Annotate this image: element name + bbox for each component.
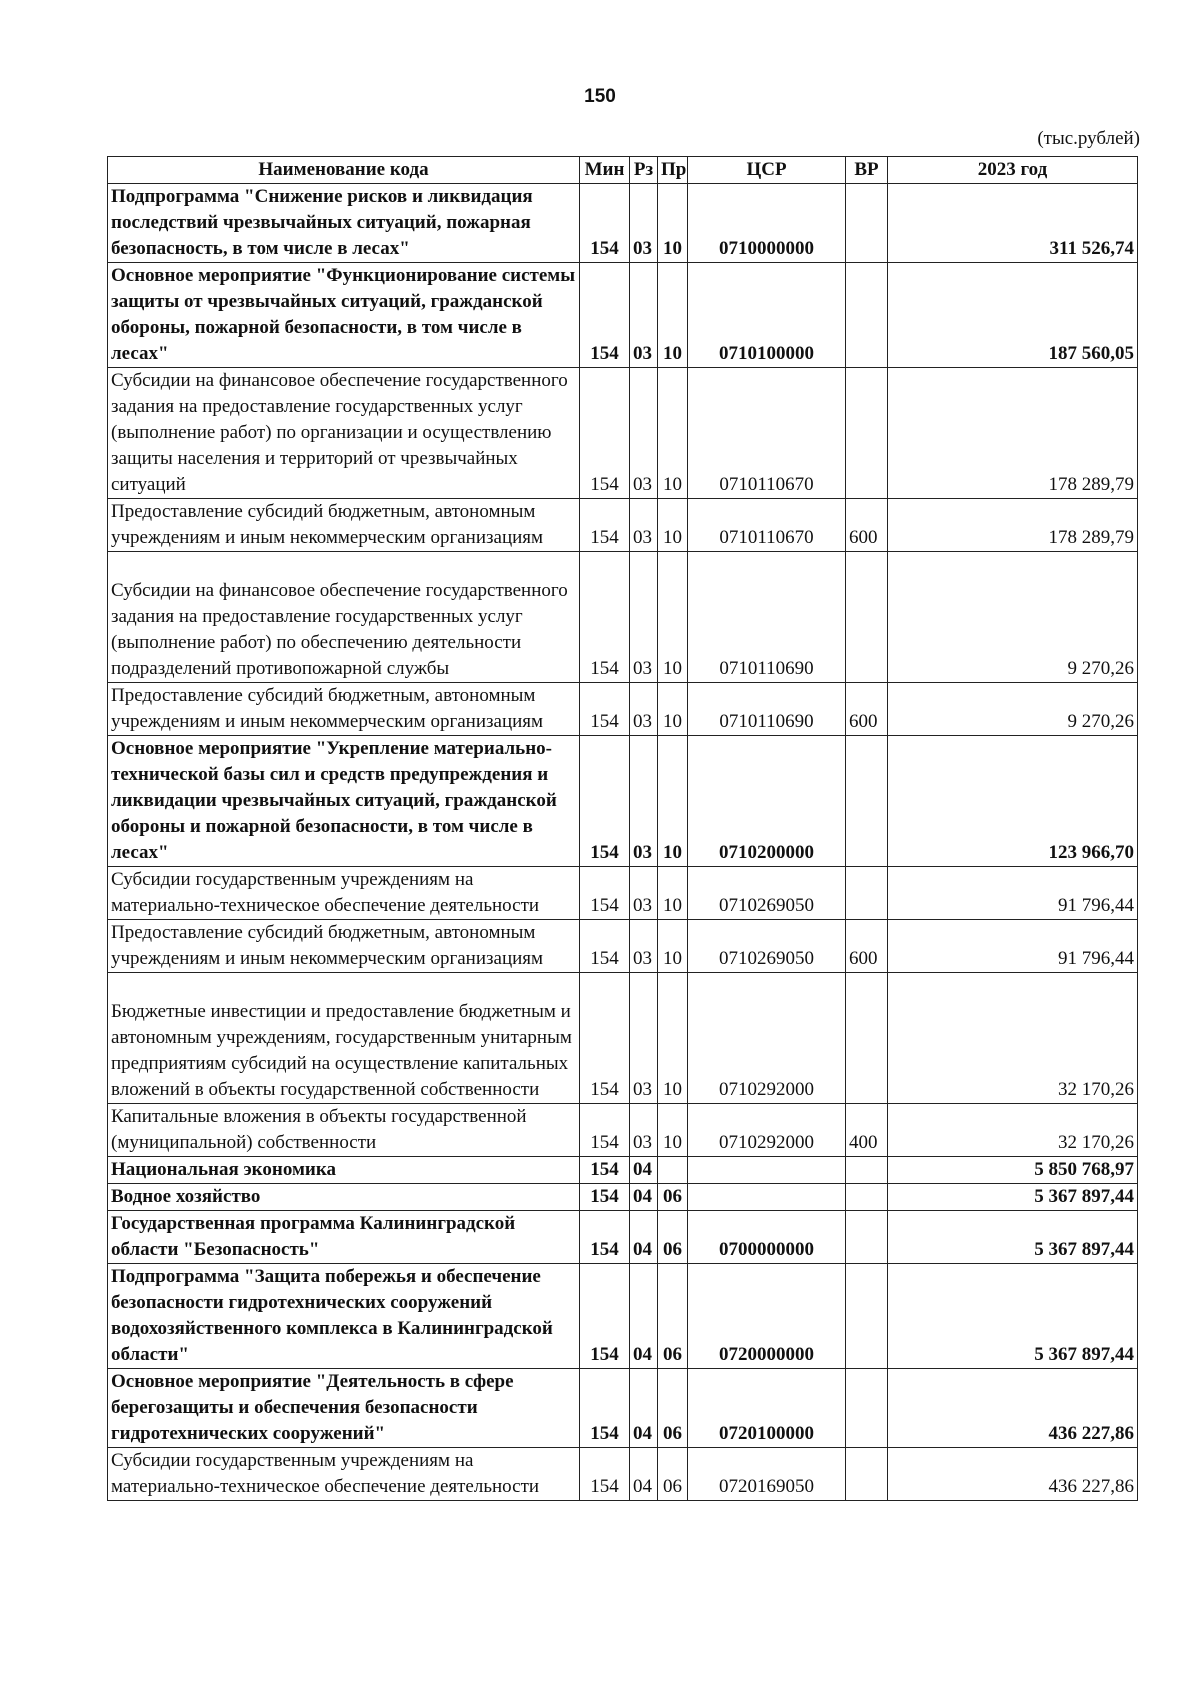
cell-vr — [846, 1184, 888, 1211]
cell-amount: 436 227,86 — [888, 1448, 1138, 1501]
header-csr: ЦСР — [688, 157, 846, 184]
table-row — [108, 263, 1138, 368]
cell-csr: 0710110670 — [688, 499, 846, 552]
cell-amount: 91 796,44 — [888, 867, 1138, 920]
budget-table — [107, 156, 1138, 1501]
table-row — [108, 736, 1138, 867]
cell-csr: 0700000000 — [688, 1211, 846, 1264]
cell-csr: 0710110670 — [688, 368, 846, 499]
cell-min: 154 — [580, 1264, 630, 1369]
cell-min: 154 — [580, 683, 630, 736]
table-body — [108, 184, 1138, 1501]
cell-csr: 0720169050 — [688, 1448, 846, 1501]
cell-vr — [846, 736, 888, 867]
cell-csr — [688, 1184, 846, 1211]
cell-amount: 187 560,05 — [888, 263, 1138, 368]
cell-rz: 04 — [630, 1157, 658, 1184]
header-rz: Рз — [630, 157, 658, 184]
cell-csr: 0720000000 — [688, 1264, 846, 1369]
cell-amount: 91 796,44 — [888, 920, 1138, 973]
table-row — [108, 1264, 1138, 1369]
cell-amount: 9 270,26 — [888, 683, 1138, 736]
cell-name: Подпрограмма "Защита побережья и обеспечение безопасности гидротехнических сооружений водохозяйственного комплекса в Калининградской области" — [108, 1264, 580, 1369]
cell-min: 154 — [580, 1369, 630, 1448]
table-row — [108, 184, 1138, 263]
cell-min: 154 — [580, 920, 630, 973]
cell-rz: 03 — [630, 867, 658, 920]
cell-rz: 04 — [630, 1369, 658, 1448]
cell-rz: 03 — [630, 499, 658, 552]
cell-pr: 10 — [658, 736, 688, 867]
header-year: 2023 год — [888, 157, 1138, 184]
cell-vr — [846, 1157, 888, 1184]
cell-amount: 123 966,70 — [888, 736, 1138, 867]
cell-csr: 0720100000 — [688, 1369, 846, 1448]
cell-rz: 03 — [630, 263, 658, 368]
header-name: Наименование кода — [108, 157, 580, 184]
cell-vr — [846, 1369, 888, 1448]
table-row — [108, 1448, 1138, 1501]
cell-min: 154 — [580, 552, 630, 683]
cell-amount: 9 270,26 — [888, 552, 1138, 683]
cell-name: Основное мероприятие "Деятельность в сфере берегозащиты и обеспечения безопасности гидротехнических сооружений" — [108, 1369, 580, 1448]
cell-name: Предоставление субсидий бюджетным, автономным учреждениям и иным некоммерческим организациям — [108, 683, 580, 736]
cell-csr: 0710000000 — [688, 184, 846, 263]
header-vr: ВР — [846, 157, 888, 184]
cell-pr: 10 — [658, 552, 688, 683]
cell-min: 154 — [580, 736, 630, 867]
cell-pr: 10 — [658, 368, 688, 499]
cell-pr: 06 — [658, 1211, 688, 1264]
cell-pr — [658, 1157, 688, 1184]
cell-min: 154 — [580, 1157, 630, 1184]
cell-pr: 06 — [658, 1184, 688, 1211]
cell-vr: 600 — [846, 499, 888, 552]
cell-csr — [688, 1157, 846, 1184]
cell-rz: 03 — [630, 1104, 658, 1157]
cell-pr: 10 — [658, 867, 688, 920]
cell-rz: 03 — [630, 552, 658, 683]
cell-amount: 32 170,26 — [888, 1104, 1138, 1157]
header-pr: Пр — [658, 157, 688, 184]
cell-name: Предоставление субсидий бюджетным, автономным учреждениям и иным некоммерческим организациям — [108, 920, 580, 973]
cell-csr: 0710110690 — [688, 683, 846, 736]
cell-rz: 04 — [630, 1448, 658, 1501]
cell-name: Субсидии на финансовое обеспечение государственного задания на предоставление государственных услуг (выполнение работ) по организации и осуществлению защиты населения и территорий от чрезвычайных ситуаций — [108, 368, 580, 499]
table-row — [108, 683, 1138, 736]
cell-rz: 03 — [630, 683, 658, 736]
cell-pr: 10 — [658, 499, 688, 552]
cell-vr — [846, 867, 888, 920]
table-row — [108, 1211, 1138, 1264]
cell-csr: 0710269050 — [688, 867, 846, 920]
cell-name: Бюджетные инвестиции и предоставление бюджетным и автономным учреждениям, государственным унитарным предприятиям субсидий на осуществление капитальных вложений в объекты государственной собственности — [108, 973, 580, 1104]
units-label: (тыс.рублей) — [1037, 128, 1140, 149]
cell-pr: 10 — [658, 263, 688, 368]
table-row — [108, 368, 1138, 499]
cell-min: 154 — [580, 184, 630, 263]
cell-min: 154 — [580, 1104, 630, 1157]
cell-min: 154 — [580, 867, 630, 920]
cell-pr: 10 — [658, 973, 688, 1104]
cell-min: 154 — [580, 973, 630, 1104]
cell-pr: 10 — [658, 184, 688, 263]
cell-name: Субсидии государственным учреждениям на материально-техническое обеспечение деятельности — [108, 1448, 580, 1501]
cell-name: Капитальные вложения в объекты государственной (муниципальной) собственности — [108, 1104, 580, 1157]
cell-amount: 311 526,74 — [888, 184, 1138, 263]
cell-amount: 436 227,86 — [888, 1369, 1138, 1448]
table-row — [108, 920, 1138, 973]
cell-min: 154 — [580, 1211, 630, 1264]
cell-vr — [846, 184, 888, 263]
cell-rz: 03 — [630, 920, 658, 973]
cell-pr: 06 — [658, 1264, 688, 1369]
cell-csr: 0710100000 — [688, 263, 846, 368]
cell-rz: 03 — [630, 184, 658, 263]
cell-pr: 06 — [658, 1448, 688, 1501]
cell-name: Национальная экономика — [108, 1157, 580, 1184]
cell-min: 154 — [580, 368, 630, 499]
cell-csr: 0710110690 — [688, 552, 846, 683]
cell-rz: 03 — [630, 368, 658, 499]
table-row — [108, 499, 1138, 552]
page-number: 150 — [584, 86, 616, 107]
cell-vr — [846, 552, 888, 683]
cell-amount: 32 170,26 — [888, 973, 1138, 1104]
header-min: Мин — [580, 157, 630, 184]
cell-vr — [846, 263, 888, 368]
table-row — [108, 1104, 1138, 1157]
cell-pr: 10 — [658, 683, 688, 736]
cell-min: 154 — [580, 263, 630, 368]
cell-pr: 10 — [658, 920, 688, 973]
cell-vr: 600 — [846, 683, 888, 736]
cell-vr — [846, 1264, 888, 1369]
cell-vr: 400 — [846, 1104, 888, 1157]
cell-name: Подпрограмма "Снижение рисков и ликвидация последствий чрезвычайных ситуаций, пожарная безопасность, в том числе в лесах" — [108, 184, 580, 263]
cell-pr: 10 — [658, 1104, 688, 1157]
cell-min: 154 — [580, 499, 630, 552]
cell-amount: 5 367 897,44 — [888, 1264, 1138, 1369]
table-row — [108, 1157, 1138, 1184]
cell-name: Субсидии государственным учреждениям на материально-техническое обеспечение деятельности — [108, 867, 580, 920]
table-header — [108, 157, 1138, 184]
table-row — [108, 552, 1138, 683]
cell-rz: 03 — [630, 973, 658, 1104]
cell-name: Основное мероприятие "Функционирование системы защиты от чрезвычайных ситуаций, гражданской обороны, пожарной безопасности, в том числе в лесах" — [108, 263, 580, 368]
cell-rz: 04 — [630, 1184, 658, 1211]
cell-csr: 0710269050 — [688, 920, 846, 973]
table-row — [108, 867, 1138, 920]
table-row — [108, 973, 1138, 1104]
table-row — [108, 1369, 1138, 1448]
cell-vr — [846, 973, 888, 1104]
cell-csr: 0710292000 — [688, 973, 846, 1104]
cell-name: Водное хозяйство — [108, 1184, 580, 1211]
cell-name: Основное мероприятие "Укрепление материально-технической базы сил и средств предупреждения и ликвидации чрезвычайных ситуаций, гражданской обороны и пожарной безопасности, в том числе в лесах" — [108, 736, 580, 867]
cell-vr — [846, 368, 888, 499]
cell-name: Субсидии на финансовое обеспечение государственного задания на предоставление государственных услуг (выполнение работ) по обеспечению деятельности подразделений противопожарной службы — [108, 552, 580, 683]
cell-amount: 5 367 897,44 — [888, 1184, 1138, 1211]
cell-amount: 178 289,79 — [888, 368, 1138, 499]
cell-name: Предоставление субсидий бюджетным, автономным учреждениям и иным некоммерческим организациям — [108, 499, 580, 552]
cell-csr: 0710200000 — [688, 736, 846, 867]
cell-rz: 04 — [630, 1264, 658, 1369]
cell-amount: 5 850 768,97 — [888, 1157, 1138, 1184]
cell-vr — [846, 1211, 888, 1264]
cell-amount: 5 367 897,44 — [888, 1211, 1138, 1264]
cell-vr — [846, 1448, 888, 1501]
cell-vr: 600 — [846, 920, 888, 973]
cell-min: 154 — [580, 1448, 630, 1501]
cell-min: 154 — [580, 1184, 630, 1211]
cell-amount: 178 289,79 — [888, 499, 1138, 552]
cell-csr: 0710292000 — [688, 1104, 846, 1157]
cell-name: Государственная программа Калининградской области "Безопасность" — [108, 1211, 580, 1264]
cell-rz: 03 — [630, 736, 658, 867]
cell-rz: 04 — [630, 1211, 658, 1264]
table-row — [108, 1184, 1138, 1211]
cell-pr: 06 — [658, 1369, 688, 1448]
